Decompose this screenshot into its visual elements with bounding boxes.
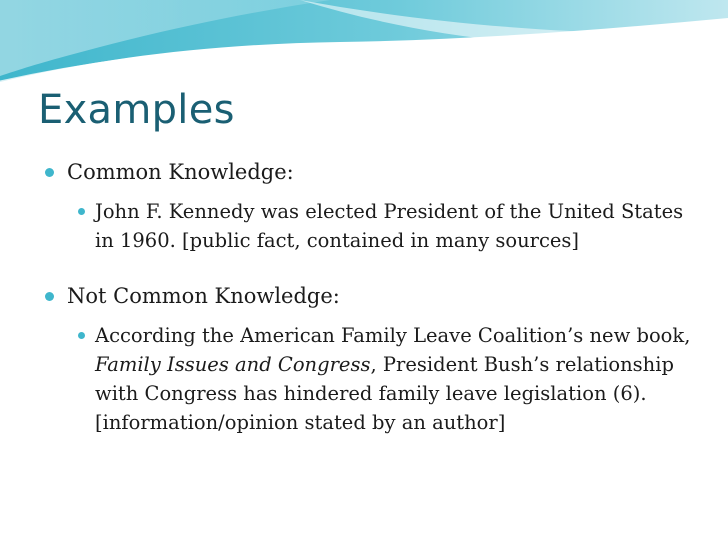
bullet-dot-icon [45,292,54,301]
bullet-not-common-knowledge [20,281,700,311]
slide-content [20,157,700,437]
bullet-dot-icon [78,208,85,215]
slide-title: Examples [38,87,235,133]
sub-bullet-kennedy [20,197,700,255]
bullet-dot-icon [45,168,54,177]
bullet-common-knowledge [20,157,700,187]
sub-bullet-family-leave [20,321,700,437]
header-wave-decoration [0,0,728,90]
common-knowledge-heading: Common Knowledge: [67,160,294,184]
bullet-dot-icon [78,332,85,339]
kennedy-example-text: John F. Kennedy was elected President of the United States in 1960. [public fact, contained in many sources] [95,200,684,252]
not-common-knowledge-heading: Not Common Knowledge: [67,284,340,308]
family-leave-text-after: , President Bush’s relationship with Congress has hindered family leave legislation (6). [information/opinion stated by an author] [95,353,674,434]
family-leave-text-before: According the American Family Leave Coalition’s new book, [95,324,691,347]
book-title: Family Issues and Congress [95,353,371,376]
